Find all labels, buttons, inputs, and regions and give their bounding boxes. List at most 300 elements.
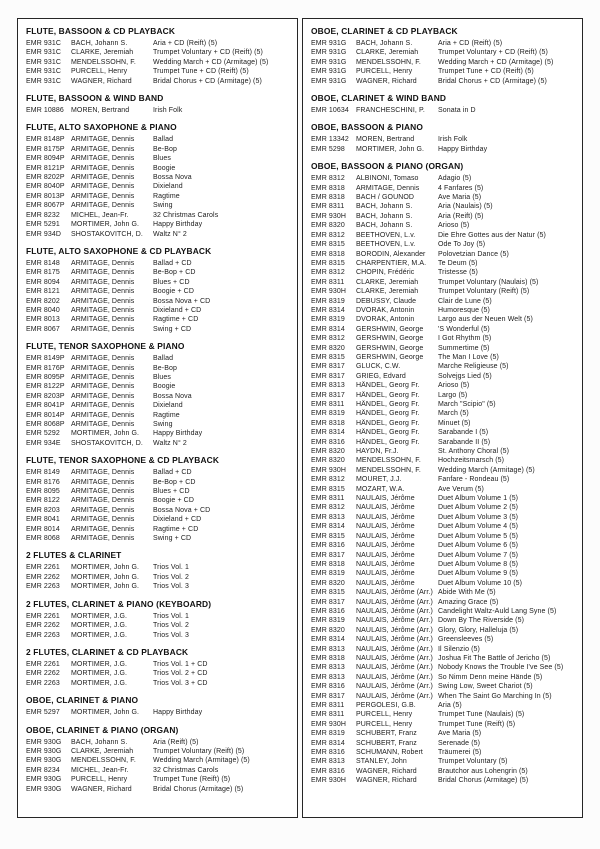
catalog-ref: EMR 8311	[311, 203, 345, 211]
piece-title: Minuet (5)	[438, 419, 471, 427]
catalog-ref: EMR 10634	[311, 107, 349, 115]
catalog-row	[26, 278, 294, 287]
catalog-ref: EMR 8319	[311, 617, 345, 625]
catalog-row	[311, 428, 579, 437]
catalog-row	[311, 475, 579, 484]
section-header: FLUTE, ALTO SAXOPHONE & CD PLAYBACK	[26, 245, 212, 256]
piece-title: Duet Album Volume 6 (5)	[438, 542, 519, 550]
catalog-ref: EMR 8314	[311, 523, 345, 531]
catalog-ref: EMR 2262	[26, 573, 60, 581]
catalog-row	[311, 315, 579, 324]
catalog-section	[26, 455, 294, 543]
piece-title: St. Anthony Choral (5)	[438, 448, 510, 456]
piece-title: Sarabande I (5)	[438, 429, 489, 437]
piece-title: Ballad + CD	[153, 469, 192, 477]
catalog-ref: EMR 8320	[311, 222, 345, 230]
catalog-ref: EMR 8202	[26, 297, 60, 305]
piece-title: Bossa Nova + CD	[153, 297, 211, 305]
catalog-ref: EMR 8095	[26, 488, 60, 496]
piece-title: Trios Vol. 1	[153, 564, 189, 572]
piece-title: Ave Maria (5)	[438, 730, 482, 738]
catalog-row	[26, 621, 294, 630]
piece-title: Swing + CD	[153, 325, 192, 333]
catalog-row	[311, 372, 579, 381]
catalog-ref: EMR 931G	[311, 49, 347, 57]
composer-name: MENDELSSOHN, F.	[356, 466, 421, 474]
composer-name: MOZART, W.A.	[356, 485, 405, 493]
catalog-section	[311, 26, 579, 86]
catalog-ref: EMR 8122P	[26, 383, 65, 391]
catalog-ref: EMR 8320	[311, 579, 345, 587]
composer-name: PURCELL, Henry	[71, 776, 128, 784]
catalog-row	[26, 48, 294, 57]
composer-name: CHARPENTIER, M.A.	[356, 259, 427, 267]
catalog-row	[26, 58, 294, 67]
catalog-row	[311, 381, 579, 390]
catalog-ref: EMR 8316	[311, 438, 345, 446]
composer-name: CLARKE, Jeremiah	[71, 747, 134, 755]
catalog-ref: EMR 930H	[311, 288, 347, 296]
composer-name: ARMITAGE, Dennis	[71, 288, 135, 296]
composer-name: ARMITAGE, Dennis	[356, 184, 420, 192]
catalog-ref: EMR 8121P	[26, 164, 65, 172]
composer-name: MOREN, Bertrand	[356, 136, 415, 144]
piece-title: Arioso (5)	[438, 222, 470, 230]
section-header: FLUTE, TENOR SAXOPHONE & PIANO	[26, 341, 185, 352]
catalog-ref: EMR 2263	[26, 631, 60, 639]
piece-title: Bridal Chorus + CD (Armitage) (5)	[153, 77, 262, 85]
composer-name: GERSHWIN, George	[356, 325, 424, 333]
piece-title: Fanfare - Rondeau (5)	[438, 476, 510, 484]
catalog-row	[26, 164, 294, 173]
composer-name: NAULAIS, Jérôme (Arr.)	[356, 589, 433, 597]
catalog-row	[311, 145, 579, 154]
catalog-ref: EMR 8314	[311, 306, 345, 314]
catalog-ref: EMR 8013P	[26, 192, 65, 200]
catalog-row	[311, 297, 579, 306]
catalog-section	[26, 599, 294, 640]
catalog-row	[311, 212, 579, 221]
catalog-row	[26, 268, 294, 277]
catalog-row	[311, 409, 579, 418]
composer-name: SHOSTAKOVITCH, D.	[71, 439, 143, 447]
piece-title: Happy Birthday	[153, 221, 203, 229]
piece-title: Be-Bop + CD	[153, 269, 196, 277]
catalog-ref: EMR 2261	[26, 612, 60, 620]
composer-name: SHOSTAKOVITCH, D.	[71, 230, 143, 238]
catalog-ref: EMR 8317	[311, 551, 345, 559]
catalog-row	[26, 515, 294, 524]
piece-title: Trumpet Voluntary (5)	[438, 758, 508, 766]
piece-title: Trios Vol. 2	[153, 622, 189, 630]
piece-title: Be-Bop + CD	[153, 478, 196, 486]
composer-name: DVORAK, Antonin	[356, 306, 415, 314]
catalog-ref: EMR 8040P	[26, 183, 65, 191]
piece-title: 32 Christmas Carols	[153, 766, 219, 774]
piece-title: Te Deum (5)	[438, 259, 478, 267]
composer-name: MORTIMER, John G.	[71, 564, 140, 572]
composer-name: MOREN, Bertrand	[71, 107, 130, 115]
catalog-row	[311, 278, 579, 287]
composer-name: HÄNDEL, Georg Fr.	[356, 410, 420, 418]
composer-name: NAULAIS, Jérôme (Arr.)	[356, 692, 433, 700]
catalog-ref: EMR 8316	[311, 767, 345, 775]
composer-name: ARMITAGE, Dennis	[71, 488, 135, 496]
piece-title: Waltz N° 2	[153, 230, 187, 238]
piece-title: Trios Vol. 1	[153, 612, 189, 620]
catalog-row	[311, 598, 579, 607]
piece-title: Sonata in D	[438, 107, 476, 115]
composer-name: ARMITAGE, Dennis	[71, 183, 135, 191]
catalog-row	[311, 645, 579, 654]
composer-name: ARMITAGE, Dennis	[71, 411, 135, 419]
catalog-row	[26, 563, 294, 572]
composer-name: NAULAIS, Jérôme	[356, 504, 415, 512]
catalog-ref: EMR 8312	[311, 231, 345, 239]
composer-name: GERSHWIN, George	[356, 335, 424, 343]
catalog-ref: EMR 930H	[311, 720, 347, 728]
catalog-row	[26, 478, 294, 487]
composer-name: NAULAIS, Jérôme (Arr.)	[356, 598, 433, 606]
composer-name: ALBINONI, Tomaso	[356, 175, 419, 183]
catalog-row	[26, 439, 294, 448]
catalog-row	[311, 701, 579, 710]
catalog-row	[311, 438, 579, 447]
catalog-row	[26, 287, 294, 296]
catalog-section	[26, 341, 294, 448]
catalog-row	[26, 373, 294, 382]
catalog-section	[26, 695, 294, 717]
catalog-ref: EMR 930G	[26, 757, 62, 765]
catalog-row	[311, 353, 579, 362]
catalog-ref: EMR 8068	[26, 535, 60, 543]
piece-title: Adagio (5)	[438, 175, 472, 183]
catalog-row	[311, 560, 579, 569]
piece-title: Dixieland + CD	[153, 516, 202, 524]
composer-name: NAULAIS, Jérôme (Arr.)	[356, 683, 433, 691]
composer-name: ARMITAGE, Dennis	[71, 174, 135, 182]
composer-name: DEBUSSY, Claude	[356, 297, 417, 305]
composer-name: MENDELSSOHN, F.	[71, 58, 136, 66]
composer-name: HÄNDEL, Georg Fr.	[356, 419, 420, 427]
catalog-ref: EMR 8317	[311, 391, 345, 399]
composer-name: PURCELL, Henry	[356, 68, 413, 76]
piece-title: Duet Album Volume 2 (5)	[438, 504, 519, 512]
section-header: FLUTE, BASSOON & WIND BAND	[26, 93, 164, 104]
section-header: OBOE, CLARINET & CD PLAYBACK	[311, 26, 458, 36]
catalog-row	[26, 364, 294, 373]
composer-name: ARMITAGE, Dennis	[71, 516, 135, 524]
piece-title: Duet Album Volume 10 (5)	[438, 579, 523, 587]
catalog-ref: EMR 8316	[311, 607, 345, 615]
composer-name: MENDELSSOHN, F.	[356, 58, 421, 66]
composer-name: CLARKE, Jeremiah	[356, 288, 419, 296]
catalog-ref: EMR 2263	[26, 679, 60, 687]
catalog-row	[311, 776, 579, 785]
catalog-row	[26, 201, 294, 210]
catalog-ref: EMR 8122	[26, 497, 60, 505]
catalog-ref: EMR 8318	[311, 194, 345, 202]
piece-title: Ragtime	[153, 411, 180, 419]
catalog-row	[311, 710, 579, 719]
catalog-ref: EMR 8314	[311, 636, 345, 644]
piece-title: Ballad	[153, 136, 174, 144]
catalog-ref: EMR 8315	[311, 353, 345, 361]
catalog-ref: EMR 8315	[311, 589, 345, 597]
catalog-row	[26, 154, 294, 163]
piece-title: Träumerei (5)	[438, 749, 482, 757]
catalog-row	[311, 739, 579, 748]
catalog-ref: EMR 8314	[311, 739, 345, 747]
catalog-row	[311, 184, 579, 193]
composer-name: NAULAIS, Jérôme	[356, 560, 415, 568]
catalog-ref: EMR 2262	[26, 622, 60, 630]
catalog-ref: EMR 8319	[311, 297, 345, 305]
catalog-row	[26, 573, 294, 582]
catalog-row	[311, 344, 579, 353]
piece-title: Irish Folk	[153, 107, 183, 115]
piece-title: Trios Vol. 3	[153, 631, 189, 639]
catalog-row	[311, 447, 579, 456]
catalog-row	[311, 202, 579, 211]
composer-name: MORTIMER, John G.	[71, 709, 140, 717]
composer-name: HÄNDEL, Georg Fr.	[356, 429, 420, 437]
composer-name: NAULAIS, Jérôme	[356, 579, 415, 587]
piece-title: Ragtime	[153, 192, 180, 200]
composer-name: ARMITAGE, Dennis	[71, 306, 135, 314]
piece-title: Blues + CD	[153, 278, 190, 286]
composer-name: PURCELL, Henry	[71, 68, 128, 76]
composer-name: MORTIMER, John G.	[71, 573, 140, 581]
catalog-ref: EMR 8313	[311, 513, 345, 521]
catalog-row	[311, 174, 579, 183]
piece-title: Ragtime + CD	[153, 525, 199, 533]
catalog-ref: EMR 8315	[311, 532, 345, 540]
catalog-ref: EMR 8313	[311, 758, 345, 766]
catalog-ref: EMR 8317	[311, 363, 345, 371]
piece-title: Boogie	[153, 164, 176, 172]
composer-name: FRANCHESCHINI, P.	[356, 107, 425, 115]
composer-name: NAULAIS, Jérôme	[356, 495, 415, 503]
catalog-row	[26, 392, 294, 401]
catalog-row	[311, 250, 579, 259]
piece-title: Trios Vol. 3 + CD	[153, 679, 208, 687]
catalog-ref: EMR 8176P	[26, 364, 65, 372]
composer-name: MORTIMER, J.G.	[71, 612, 128, 620]
section-header: OBOE, BASSOON & PIANO (ORGAN)	[311, 161, 464, 172]
catalog-ref: EMR 8232	[26, 211, 60, 219]
piece-title: Clair de Lune (5)	[438, 297, 492, 305]
catalog-ref: EMR 8316	[311, 683, 345, 691]
catalog-ref: EMR 5292	[26, 430, 60, 438]
piece-title: Trumpet Tune + CD (Reift) (5)	[438, 68, 534, 76]
catalog-ref: EMR 8314	[311, 429, 345, 437]
piece-title: Swing + CD	[153, 535, 192, 543]
composer-name: ARMITAGE, Dennis	[71, 373, 135, 381]
composer-name: MORTIMER, J.G.	[71, 631, 128, 639]
catalog-row	[311, 259, 579, 268]
catalog-ref: EMR 930G	[26, 776, 62, 784]
catalog-row	[311, 616, 579, 625]
catalog-row	[311, 682, 579, 691]
piece-title: Duet Album Volume 1 (5)	[438, 495, 519, 503]
catalog-row	[26, 220, 294, 229]
piece-title: Bridal Chorus + CD (Armitage) (5)	[438, 77, 547, 85]
catalog-ref: EMR 8014P	[26, 411, 65, 419]
catalog-ref: EMR 2261	[26, 660, 60, 668]
catalog-ref: EMR 8320	[311, 626, 345, 634]
piece-title: Tristesse (5)	[438, 269, 478, 277]
catalog-row	[26, 106, 294, 115]
catalog-row	[311, 494, 579, 503]
catalog-section	[26, 93, 294, 115]
piece-title: Aria (Reift) (5)	[153, 738, 199, 746]
piece-title: Boogie	[153, 383, 176, 391]
catalog-row	[26, 582, 294, 591]
composer-name: ARMITAGE, Dennis	[71, 355, 135, 363]
catalog-ref: EMR 930G	[26, 738, 62, 746]
catalog-ref: EMR 8149	[26, 469, 60, 477]
piece-title: Wedding March + CD (Armitage) (5)	[153, 58, 269, 66]
piece-title: So Nimm Denn meine Hände (5)	[438, 673, 543, 681]
composer-name: MICHEL, Jean-Fr.	[71, 211, 129, 219]
piece-title: Trios Vol. 2	[153, 573, 189, 581]
section-header: OBOE, CLARINET & PIANO (ORGAN)	[26, 724, 179, 735]
piece-title: Glory, Glory, Halleluja (5)	[438, 626, 519, 634]
composer-name: ARMITAGE, Dennis	[71, 155, 135, 163]
composer-name: ARMITAGE, Dennis	[71, 392, 135, 400]
catalog-ref: EMR 8094P	[26, 155, 65, 163]
composer-name: MORTIMER, John G.	[71, 583, 140, 591]
catalog-row	[26, 325, 294, 334]
catalog-ref: EMR 8320	[311, 448, 345, 456]
composer-name: MENDELSSOHN, F.	[356, 457, 421, 465]
catalog-row	[311, 541, 579, 550]
catalog-row	[26, 192, 294, 201]
catalog-row	[311, 58, 579, 67]
composer-name: HÄNDEL, Georg Fr.	[356, 391, 420, 399]
piece-title: Dixieland + CD	[153, 306, 202, 314]
catalog-ref: EMR 8317	[311, 692, 345, 700]
catalog-ref: EMR 931G	[311, 40, 347, 47]
composer-name: MENDELSSOHN, F.	[71, 757, 136, 765]
catalog-ref: EMR 8318	[311, 419, 345, 427]
composer-name: SCHUMANN, Robert	[356, 749, 423, 757]
catalog-section	[26, 26, 294, 86]
composer-name: NAULAIS, Jérôme (Arr.)	[356, 664, 433, 672]
catalog-row	[311, 748, 579, 757]
piece-title: 'S Wonderful (5)	[438, 325, 490, 333]
catalog-section	[26, 246, 294, 334]
piece-title: Boogie + CD	[153, 497, 194, 505]
catalog-row	[26, 487, 294, 496]
piece-title: Duet Album Volume 4 (5)	[438, 523, 519, 531]
composer-name: PERGOLESI, G.B.	[356, 702, 416, 709]
composer-name: GLUCK, C.W.	[356, 363, 401, 371]
catalog-ref: EMR 8041	[26, 516, 60, 524]
catalog-row	[26, 401, 294, 410]
composer-name: NAULAIS, Jérôme (Arr.)	[356, 673, 433, 681]
catalog-ref: EMR 8312	[311, 175, 345, 183]
catalog-ref: EMR 934E	[26, 439, 61, 447]
catalog-ref: EMR 8121	[26, 288, 60, 296]
composer-name: NAULAIS, Jérôme (Arr.)	[356, 636, 433, 644]
catalog-ref: EMR 8234	[26, 766, 60, 774]
catalog-column-left	[17, 18, 298, 818]
composer-name: ARMITAGE, Dennis	[71, 325, 135, 333]
composer-name: MORTIMER, J.G.	[71, 622, 128, 630]
catalog-row	[311, 513, 579, 522]
catalog-row	[26, 468, 294, 477]
piece-title: Trumpet Tune (Naulais) (5)	[438, 711, 525, 719]
piece-title: Happy Birthday	[153, 709, 203, 717]
catalog-row	[311, 325, 579, 334]
catalog-ref: EMR 8311	[311, 495, 345, 503]
catalog-row	[26, 496, 294, 505]
piece-title: Swing Low, Sweet Chariot (5)	[438, 683, 533, 691]
catalog-row	[26, 708, 294, 717]
catalog-ref: EMR 8318	[311, 184, 345, 192]
piece-title: Duet Album Volume 8 (5)	[438, 560, 519, 568]
catalog-ref: EMR 931C	[26, 77, 62, 85]
composer-name: MORTIMER, J.G.	[71, 679, 128, 687]
catalog-row	[311, 193, 579, 202]
composer-name: WAGNER, Richard	[71, 77, 132, 85]
piece-title: Wedding March + CD (Armitage) (5)	[438, 58, 554, 66]
piece-title: March "Scipio" (5)	[438, 401, 496, 408]
catalog-ref: EMR 8311	[311, 702, 345, 709]
catalog-row	[311, 306, 579, 315]
catalog-ref: EMR 8317	[311, 598, 345, 606]
composer-name: ARMITAGE, Dennis	[71, 364, 135, 372]
composer-name: WAGNER, Richard	[356, 767, 417, 775]
piece-title: I Got Rhythm (5)	[438, 335, 492, 343]
catalog-section	[26, 647, 294, 688]
catalog-ref: EMR 10886	[26, 107, 64, 115]
catalog-row	[26, 506, 294, 515]
catalog-row	[311, 362, 579, 371]
composer-name: HÄNDEL, Georg Fr.	[356, 438, 420, 446]
catalog-ref: EMR 8202P	[26, 174, 65, 182]
catalog-row	[26, 211, 294, 220]
piece-title: Trios Vol. 1 + CD	[153, 660, 208, 668]
catalog-ref: EMR 5291	[26, 221, 60, 229]
section-header: OBOE, CLARINET & WIND BAND	[311, 93, 447, 104]
piece-title: Arioso (5)	[438, 382, 470, 390]
piece-title: Il Silenzio (5)	[438, 645, 480, 653]
catalog-ref: EMR 8313	[311, 673, 345, 681]
catalog-ref: EMR 8311	[311, 278, 345, 286]
catalog-ref: EMR 8319	[311, 570, 345, 578]
catalog-ref: EMR 8319	[311, 410, 345, 418]
composer-name: ARMITAGE, Dennis	[71, 259, 135, 267]
catalog-ref: EMR 8148	[26, 259, 60, 267]
piece-title: Bossa Nova + CD	[153, 506, 211, 514]
catalog-row	[311, 391, 579, 400]
composer-name: GRIEG, Edvard	[356, 372, 406, 380]
catalog-ref: EMR 930H	[311, 212, 347, 220]
catalog-ref: EMR 8318	[311, 654, 345, 662]
piece-title: Down By The Riverside (5)	[438, 617, 525, 625]
catalog-row	[26, 77, 294, 86]
piece-title: When The Saint Go Marching In (5)	[438, 692, 552, 700]
catalog-ref: EMR 8316	[311, 749, 345, 757]
composer-name: BACH, Johann S.	[356, 212, 413, 220]
catalog-ref: EMR 8067	[26, 325, 60, 333]
composer-name: ARMITAGE, Dennis	[71, 269, 135, 277]
catalog-row	[311, 287, 579, 296]
catalog-row	[26, 679, 294, 688]
